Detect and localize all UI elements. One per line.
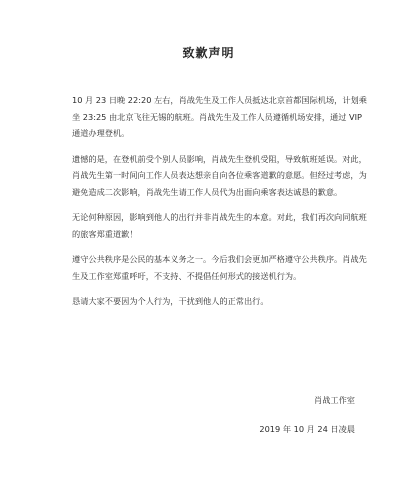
paragraph-3: 无论何种原因，影响到他人的出行并非肖战先生的本意。对此，我们再次向同航班的旅客郑重道歉！ — [72, 212, 367, 239]
document-body — [72, 92, 368, 319]
paragraph-2: 遗憾的是，在登机前受个别人员影响，肖战先生登机受阻，导致航班延误。对此，肖战先生第一时间向工作人员表达想亲自向各位乘客道歉的意愿。但经过考虑，为避免造成二次影响，肖战先生请工作人员代为出面向乘客表达诚恳的歉意。 — [72, 153, 367, 197]
date: 2019 年 10 月 24 日凌晨 — [259, 424, 355, 434]
document-title: 致歉声明 — [182, 46, 235, 60]
paragraph-1: 10 月 23 日晚 22:20 左右，肖战先生及工作人员抵达北京首都国际机场，计划乘坐 23:25 由北京飞往无锡的航班。肖战先生及工作人员遵循机场安排，通过 VIP 通道办理登机。 — [72, 95, 367, 138]
signature: 肖战工作室 — [314, 395, 355, 405]
paragraph-4: 遵守公共秩序是公民的基本义务之一。今后我们会更加严格遵守公共秩序。肖战先生及工作室郑重呼吁，不支持、不提倡任何形式的接送机行为。 — [72, 254, 367, 281]
paragraph-5: 恳请大家不要因为个人行为，干扰到他人的正常出行。 — [72, 296, 269, 306]
